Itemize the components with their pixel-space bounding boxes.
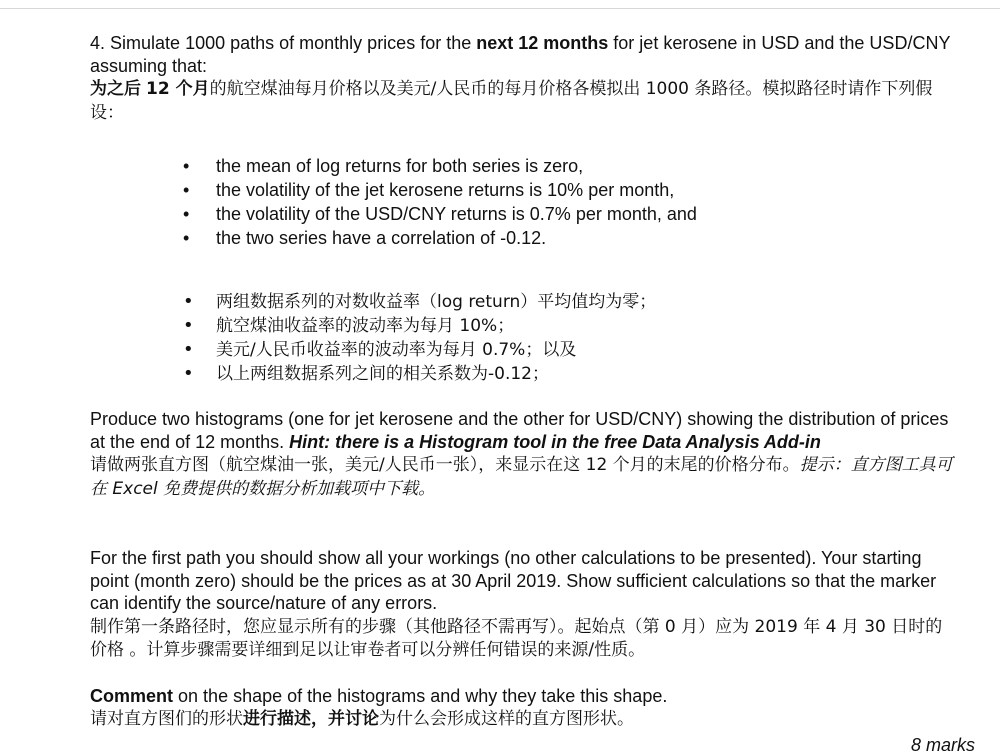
assumption-item-zh: • 两组数据系列的对数收益率（log return）平均值均为零； (183, 290, 955, 314)
comment-zh-part1: 请对直方图们的形状 (90, 709, 243, 729)
assumption-item-en: • the volatility of the USD/CNY returns is 0.7% per month, and (183, 202, 955, 226)
intro-en-bold: next 12 months (476, 33, 609, 53)
assumption-item-en: • the mean of log returns for both series is zero, (183, 154, 955, 178)
histogram-hint-en: Hint: there is a Histogram tool in the free Data Analysis Add-in (289, 431, 821, 452)
comment-zh-bold2: 并讨论 (328, 709, 379, 729)
assumption-item-zh: • 以上两组数据系列之间的相关系数为-0.12； (183, 362, 955, 386)
question-intro (90, 32, 955, 124)
first-path-en: For the first path you should show all your workings (no other calculations to be presented). Your starting point (month zero) should be the prices as at 30 April 2019. Show sufficient calculations so that the marker can identify the source/nature of any errors. (90, 548, 937, 613)
comment-zh-part2: 为什么会形成这样的直方图形状。 (379, 709, 634, 729)
intro-en-part2: for jet kerosene in USD and the USD/CNY assuming that: (90, 33, 951, 76)
intro-zh-part1: 为之后 (90, 79, 141, 99)
intro-en-part1: Simulate 1000 paths of monthly prices for the (110, 33, 472, 53)
comment-en-rest: on the shape of the histograms and why they take this shape. (178, 685, 668, 706)
histogram-zh: 请做两张直方图（航空煤油一张，美元/人民币一张），来显示在这 12 个月的末尾的价格分布。 (90, 455, 800, 475)
histogram-hint-zh: 提示：直方图工具可在 Excel 免费提供的数据分析加载项中下载。 (90, 455, 953, 499)
comment-en-bold: Comment (90, 685, 174, 706)
assumptions-list-zh (183, 290, 955, 386)
top-divider (0, 8, 1000, 9)
assumption-item-zh: • 美元/人民币收益率的波动率为每月 0.7%；以及 (183, 338, 955, 362)
comment-zh-bold1: 进行描述 (243, 709, 311, 729)
comment-zh-sep: ， (311, 709, 328, 729)
histogram-en: Produce two histograms (one for jet kerosene and the other for USD/CNY) showing the distribution of prices at the end of 12 months. (90, 409, 949, 452)
assumption-item-zh: • 航空煤油收益率的波动率为每月 10%； (183, 314, 955, 338)
assumption-item-en: • the volatility of the jet kerosene returns is 10% per month, (183, 178, 955, 202)
histogram-instructions (90, 408, 955, 500)
assumption-item-en: • the two series have a correlation of -0.12. (183, 226, 955, 250)
assumptions-list-en (183, 154, 955, 250)
marks-label: 8 marks (910, 734, 975, 755)
comment-instructions (90, 685, 955, 731)
first-path-zh: 制作第一条路径时，您应显示所有的步骤（其他路径不需再写）。起始点（第 0 月）应为 2019 年 4 月 30 日时的价格 。计算步骤需要详细到足以让审卷者可以分辨任何错误的来源/性质。 (90, 616, 943, 660)
first-path-instructions (90, 547, 955, 662)
question-number: 4. (90, 33, 106, 53)
intro-zh-part2: 的航空煤油每月价格以及美元/人民币的每月价格各模拟出 1000 条路径。模拟路径时请作下列假设： (90, 79, 933, 123)
intro-zh-bold: 12 个月 (146, 79, 210, 99)
question-document (90, 32, 975, 756)
